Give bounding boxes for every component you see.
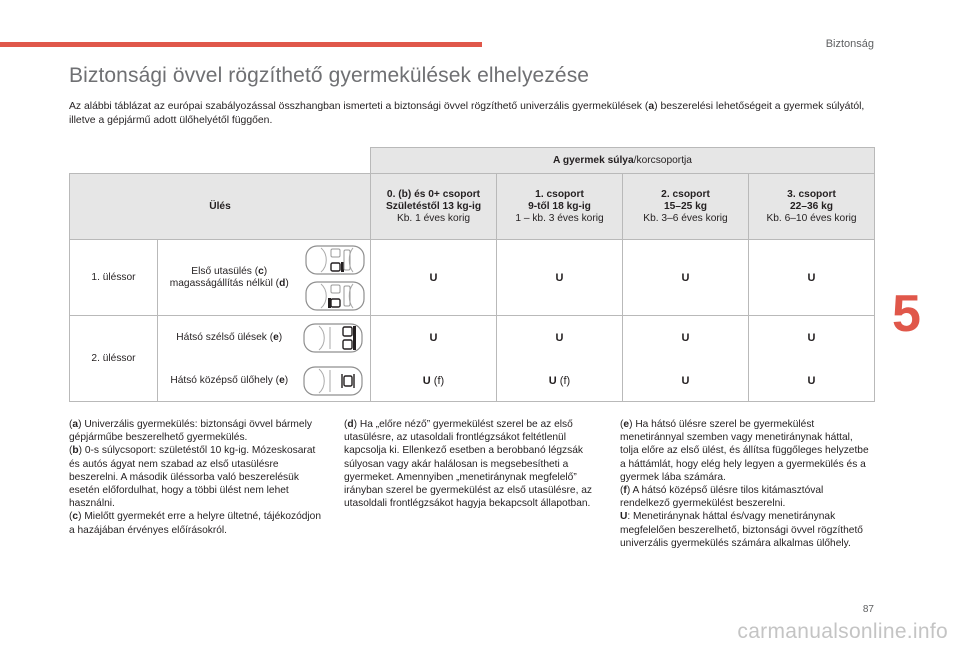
seat-description: Hátsó középső ülőhely (e) <box>158 361 301 402</box>
table-row <box>70 361 875 402</box>
footnote-a: (a) Univerzális gyermekülés: biztonsági övvel bármely gépjárműbe beszerelhető gyermekülés. <box>69 419 312 444</box>
footnote-c: (c) Mielőtt gyermekét erre a helyre ültetné, tájékozódjon a hazájában érvényes előírásokról. <box>69 511 322 536</box>
footnote-f: (f) A hátsó középső ülésre tilos kitámasztóval rendelkező gyermekülést beszerelni. <box>620 485 824 510</box>
group-3-header: 3. csoport 22–36 kg Kb. 6–10 éves korig <box>749 174 875 240</box>
child-seat-table <box>69 147 875 402</box>
page-title: Biztonsági övvel rögzíthető gyermekülések elhelyezése <box>69 64 590 87</box>
seat-description: Első utasülés (c) magasságállítás nélkül (d) <box>158 240 301 316</box>
cell-value: U <box>497 240 623 316</box>
seat-column-header: Ülés <box>70 174 371 240</box>
cell-value: U <box>749 316 875 361</box>
group-0-header: 0. (b) és 0+ csoport Születéstől 13 kg-ig Kb. 1 éves korig <box>371 174 497 240</box>
cell-value: U <box>497 316 623 361</box>
cell-value: U <box>749 240 875 316</box>
row-label: 1. üléssor <box>70 240 158 316</box>
footnote-u: U: Menetiránynak háttal és/vagy menetiránynak megfelelően beszerelhető, biztonsági övvel rögzíthető univerzális gyermekülés számára alkalmas ülőhely. <box>620 511 863 549</box>
section-label: Biztonság <box>825 38 874 50</box>
car-icon-rear-outer-seats <box>301 321 365 355</box>
footnotes-column-3 <box>620 418 874 550</box>
intro-paragraph: Az alábbi táblázat az európai szabályozással összhangban ismerteti a biztonsági övvel rögzíthető univerzális gyermekülések (a) beszerelési lehetőségeit a gyermek súlyától, illetve a gépjármű adott ülőhelyétől függően. <box>69 101 865 126</box>
footnote-e: (e) Ha hátsó ülésre szerel be gyermekülést menetiránnyal szemben vagy menetiránynak háttal, tolja előre az első ülést, és állítsa függőleges helyzetbe a háttámlát, hogy elég hely legyen a gyermekülés és a gyermek lába számára. <box>620 419 869 483</box>
cell-value: U <box>623 316 749 361</box>
car-icon-front-passenger-seat-2 <box>303 280 367 312</box>
group-1-header: 1. csoport 9-től 18 kg-ig 1 – kb. 3 éves korig <box>497 174 623 240</box>
weight-group-header: A gyermek súlya/korcsoportja <box>371 148 875 174</box>
group-2-header: 2. csoport 15–25 kg Kb. 3–6 éves korig <box>623 174 749 240</box>
header-accent-bar <box>0 42 482 47</box>
cell-value: U (f) <box>371 361 497 402</box>
cell-value: U <box>749 361 875 402</box>
cell-value: U <box>623 240 749 316</box>
footnote-d: (d) Ha „előre néző” gyermekülést szerel be az első utasülésre, az utasoldali frontlégzsákot feltétlenül kapcsolja ki. Ellenkező esetben a berobbanó légzsák súlyosan vagy akár halálosan is megsebesítheti a gyermeket. Amennyiben „menetiránynak megfelelő” irányban szerel be gyermekülést az első utasülésre, az utasoldali frontlégzsákot hagyja bekapcsolt állapotban. <box>344 419 593 510</box>
row-label: 2. üléssor <box>70 316 158 402</box>
page-number: 87 <box>862 604 874 615</box>
footnotes-column-2 <box>344 418 598 510</box>
footnotes-column-1 <box>69 418 325 537</box>
cell-value: U <box>371 316 497 361</box>
car-icon-rear-middle-seat <box>301 364 365 398</box>
chapter-number: 5 <box>892 285 921 343</box>
cell-value: U (f) <box>497 361 623 402</box>
seat-description: Hátsó szélső ülések (e) <box>158 316 301 361</box>
cell-value: U <box>371 240 497 316</box>
watermark: carmanualsonline.info <box>737 620 948 643</box>
footnote-b: (b) 0-s súlycsoport: születéstől 10 kg-ig. Mózeskosarat és autós ágyat nem szabad az első utasülésre beszerelni. A második üléssorba való beszerelésük esetén előfordulhat, hogy a többi ülést nem lehet használni. <box>69 445 316 510</box>
table-row <box>70 316 875 361</box>
car-icon-front-passenger-seat-1 <box>303 244 367 276</box>
cell-value: U <box>623 361 749 402</box>
table-row <box>70 240 875 316</box>
